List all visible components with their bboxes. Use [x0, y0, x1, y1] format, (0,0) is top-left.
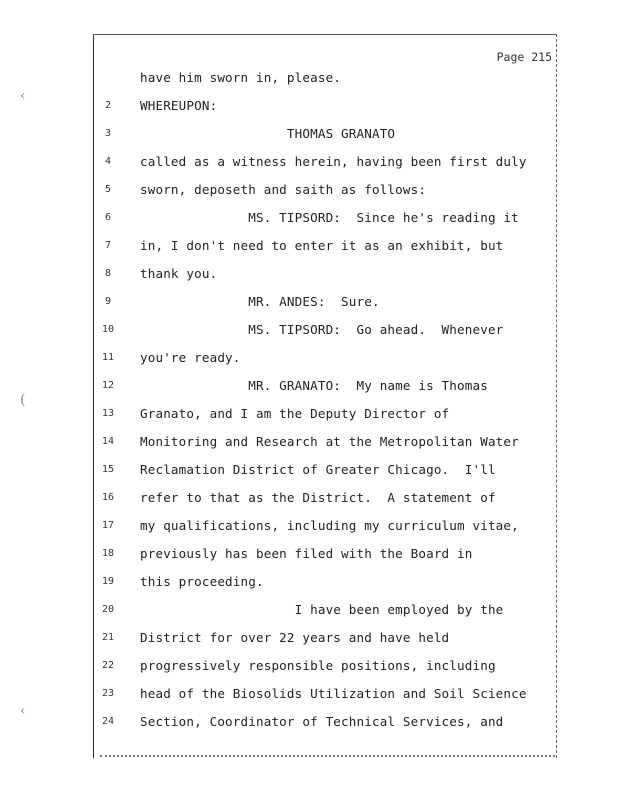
- binder-hole-mark-bottom: ‹: [20, 703, 26, 719]
- line-text: progressively responsible positions, including: [140, 658, 496, 673]
- binder-hole-mark-top: ‹: [20, 88, 26, 104]
- page-number: Page 215: [496, 50, 552, 64]
- line-number: 20: [101, 604, 115, 615]
- line-text: called as a witness herein, having been first duly: [140, 154, 527, 169]
- transcript-line: [0, 602, 618, 622]
- line-number: 9: [104, 296, 112, 307]
- transcript-line: [0, 154, 618, 174]
- transcript-line: [0, 210, 618, 230]
- line-number: 16: [101, 492, 115, 503]
- line-number: 18: [101, 548, 115, 559]
- transcript-line: [0, 182, 618, 202]
- transcript-line: [0, 686, 618, 706]
- line-text: I have been employed by the: [140, 602, 504, 617]
- line-number: 21: [101, 632, 115, 643]
- line-number: 8: [104, 268, 112, 279]
- line-text: sworn, deposeth and saith as follows:: [140, 182, 427, 197]
- transcript-line: [0, 518, 618, 538]
- line-number: 10: [101, 324, 115, 335]
- binder-hole-mark-middle: (: [20, 392, 26, 408]
- line-text: THOMAS GRANATO: [140, 126, 396, 141]
- transcript-line: [0, 406, 618, 426]
- line-number: 19: [101, 576, 115, 587]
- line-text: head of the Biosolids Utilization and Soil Science: [140, 686, 527, 701]
- line-text: Section, Coordinator of Technical Services, and: [140, 714, 504, 729]
- line-text: this proceeding.: [140, 574, 264, 589]
- transcript-line: [0, 546, 618, 566]
- transcript-line: [0, 126, 618, 146]
- line-text: District for over 22 years and have held: [140, 630, 450, 645]
- line-text: MR. GRANATO: My name is Thomas: [140, 378, 488, 393]
- transcript-line: [0, 574, 618, 594]
- line-number: 22: [101, 660, 115, 671]
- transcript-line: [0, 322, 618, 342]
- line-number: 14: [101, 436, 115, 447]
- line-text: WHEREUPON:: [140, 98, 218, 113]
- line-text: previously has been filed with the Board in: [140, 546, 473, 561]
- line-number: 7: [104, 240, 112, 251]
- transcript-line: [0, 490, 618, 510]
- transcript-line: [0, 238, 618, 258]
- transcript-line: [0, 98, 618, 118]
- transcript-line: [0, 462, 618, 482]
- line-text: MR. ANDES: Sure.: [140, 294, 380, 309]
- line-number: 6: [104, 212, 112, 223]
- transcript-line: [0, 350, 618, 370]
- transcript-line: [0, 266, 618, 286]
- line-number: 2: [104, 100, 112, 111]
- transcript-line: [0, 70, 618, 90]
- transcript-line: [0, 434, 618, 454]
- line-text: refer to that as the District. A statement of: [140, 490, 496, 505]
- line-number: 12: [101, 380, 115, 391]
- transcript-line: [0, 378, 618, 398]
- line-number: 24: [101, 716, 115, 727]
- line-text: MS. TIPSORD: Go ahead. Whenever: [140, 322, 504, 337]
- line-number: 13: [101, 408, 115, 419]
- line-number: 15: [101, 464, 115, 475]
- line-text: Granato, and I am the Deputy Director of: [140, 406, 450, 421]
- line-number: 4: [104, 156, 112, 167]
- line-text: Monitoring and Research at the Metropolitan Water: [140, 434, 519, 449]
- line-number: 11: [101, 352, 115, 363]
- transcript-line: [0, 714, 618, 734]
- line-text: have him sworn in, please.: [140, 70, 342, 85]
- line-text: MS. TIPSORD: Since he's reading it: [140, 210, 519, 225]
- line-text: Reclamation District of Greater Chicago. I'll: [140, 462, 496, 477]
- transcript-line: [0, 294, 618, 314]
- line-text: thank you.: [140, 266, 218, 281]
- line-number: 23: [101, 688, 115, 699]
- line-number: 3: [104, 128, 112, 139]
- line-number: 17: [101, 520, 115, 531]
- line-text: in, I don't need to enter it as an exhibit, but: [140, 238, 504, 253]
- transcript-line: [0, 630, 618, 650]
- transcript-line: [0, 658, 618, 678]
- line-text: you're ready.: [140, 350, 241, 365]
- line-text: my qualifications, including my curriculum vitae,: [140, 518, 519, 533]
- line-number: 5: [104, 184, 112, 195]
- page-bottom-rule: [100, 755, 555, 757]
